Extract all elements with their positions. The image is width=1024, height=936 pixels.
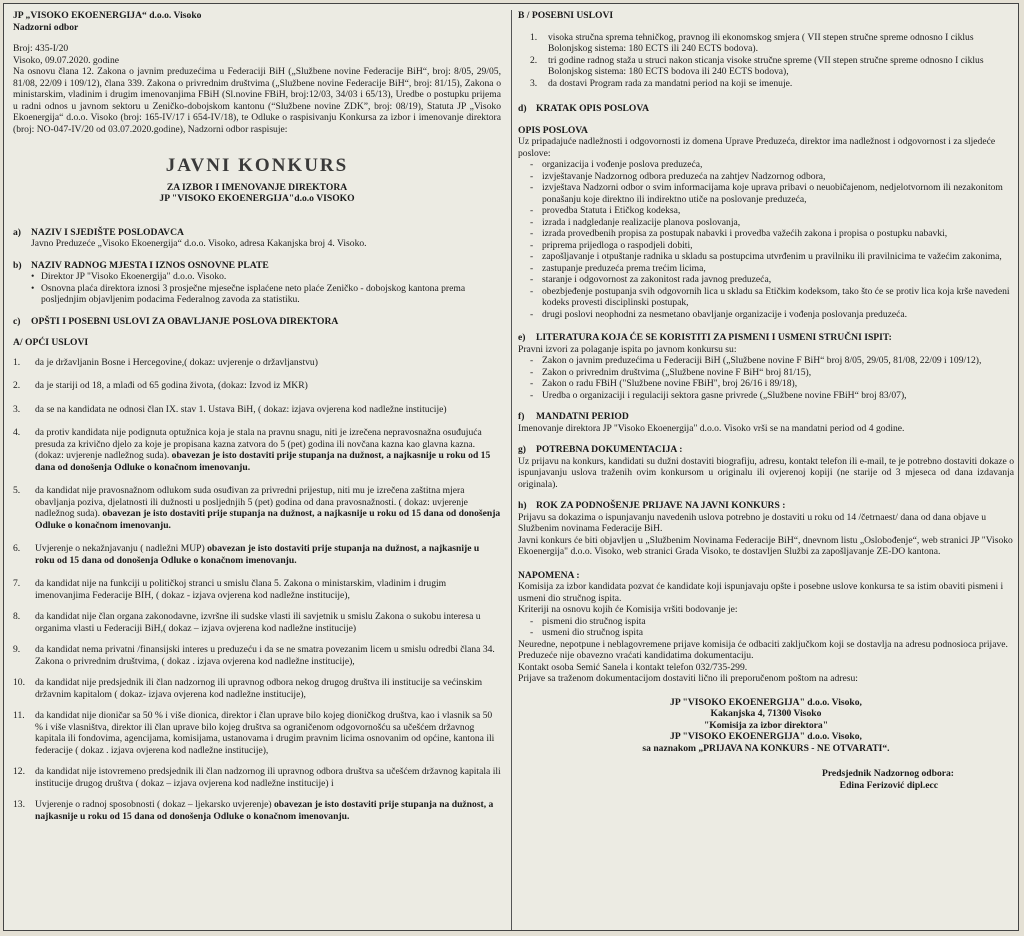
condition-number: 8. (13, 611, 21, 623)
section-f-heading: f) MANDATNI PERIOD (518, 411, 629, 422)
duties-list (518, 159, 1014, 320)
section-a-heading: a) NAZIV I SJEDIŠTE POSLODAVCA (13, 226, 184, 238)
list-item: - staranje i odgovornost za zakonitost rada javnog preduzeća, (530, 274, 1014, 286)
publisher-name: JP „VISOKO EKOENERGIJA“ d.o.o. Visoko (13, 10, 202, 21)
condition-item (13, 578, 501, 601)
condition-number: 6. (13, 543, 21, 555)
list-item: - zastupanje preduzeća prema trećim licima, (530, 263, 1014, 275)
condition-number: 9. (13, 644, 21, 656)
condition-number: 1. (13, 356, 21, 368)
mailing-address: JP "VISOKO EKOENERGIJA" d.o.o. Visoko, Kakanjska 4, 71300 Visoko "Komisija za izbor direktora" JP "VISOKO EKOENERGIJA" d.o.o. Visoko, sa naznakom „PRIJAVA NA KONKURS - NE OTVARATI“. (642, 696, 890, 754)
list-item: - izrada i nadgledanje realizacije planova poslovanja, (530, 217, 1014, 229)
list-item: - izvještava Nadzorni odbor o svim informacijama koje uprava pribavi o neuobičajenom, nedjelotvornom ili nezakonitom ponašanju koje direktno ili indirektno utiče na poslovanje preduzeća, (530, 182, 1014, 205)
criteria-list (518, 616, 1014, 639)
deadline-text: Prijavu sa dokazima o ispunjavanju navedenih uslova potrebno je dostaviti u roku od 14 /četrnaest/ dana od dana objave u Službenim novinama Federacije BiH. (518, 511, 987, 534)
list-item: - obezbjeđenje postupanja svih odgovornih lica u skladu sa Etičkim kodeksom, tako što će se protiv lica koja krše navedeni kodeks provesti disciplinski postupak, (530, 286, 1014, 309)
section-a-body: Javno Preduzeće „Visoko Ekoenergija“ d.o.o. Visoko, adresa Kakanjska broj 4. Visoko. (31, 238, 367, 250)
section-d-heading: d) KRATAK OPIS POSLOVA (518, 103, 650, 114)
condition-item (13, 357, 501, 369)
condition-item (13, 485, 501, 531)
condition-text: da se na kandidata ne odnosi član IX. stav 1. Ustava BiH, ( dokaz: izjava ovjerena kod nadležne institucije) (35, 403, 447, 415)
special-conditions-heading: B / POSEBNI USLOVI (518, 10, 614, 21)
condition-obligation: obavezan je isto dostaviti prije stupanja na dužnost, a najkasnije u roku od 15 dana od donošenja Odluke o konačnom imenovanju. (35, 508, 501, 531)
condition-item (13, 799, 501, 822)
condition-number: 3. (13, 403, 21, 415)
condition-text: da kandidat nije predsjednik ili član nadzornog ili upravnog odbora nekog drugog društva ili institucije sa većinskim državnim kapitalom ( dokaz- izjava ovjerena kod nadležne institucije), (35, 677, 483, 700)
list-item: - izrada provedbenih propisa za postupak nabavki i provedba važećih zakona i propisa o postupku nabavki, (530, 228, 1014, 240)
board-name: Nadzorni odbor (13, 21, 79, 33)
column-divider (511, 10, 512, 930)
list-item: 1. visoka stručna sprema tehničkog, pravnog ili ekonomskog smjera ( VII stepen stručne spreme odnosno I ciklus Bolonjskog sistema: 180 ECTS ili 240 ECTS bodova). (530, 31, 974, 54)
condition-number: 10. (13, 677, 25, 689)
document-subtitle-1: ZA IZBOR I IMENOVANJE DIREKTORA (166, 181, 348, 193)
condition-text: da kandidat nije dioničar sa 50 % i više dionica, direktor i član uprave bilo kojeg dioničkog društva, kao i vlasnik sa 50 % i više vlasništva, direktor ili član uprave bilo kojeg društva sa ograničenom odgovornošću sa učešćem državnog kapitala ili fondovima, agencijama, komisijama, ustanovama i drugim pravnim licima osnovanim od općine, kantona ili federacije ( dokaz . izjava ovjerena kod nadležne institucije), (35, 710, 495, 756)
signature-block (518, 768, 1014, 791)
condition-text: Uvjerenje o radnoj sposobnosti ( dokaz – ljekarsko uvjerenje) (35, 799, 272, 811)
condition-text: da je stariji od 18, a mlađi od 65 godina života, (dokaz: Izvod iz MKR) (35, 380, 308, 392)
condition-number: 4. (13, 427, 21, 439)
condition-item (13, 543, 501, 566)
condition-number: 2. (13, 380, 21, 392)
condition-number: 12. (13, 766, 25, 778)
note-heading: NAPOMENA : (518, 569, 580, 581)
note-text: Kriteriji na osnovu kojih će Komisija vršiti bodovanje je: (518, 604, 738, 615)
section-e-heading: e) LITERATURA KOJA ĆE SE KORISTITI ZA PISMENI I USMENI STRUČNI ISPIT: (518, 332, 892, 343)
document-title: JAVNI KONKURS (165, 155, 349, 176)
literature-intro: Pravni izvori za polaganje ispita po javnom konkursu su: (518, 343, 737, 355)
issue-date: Visoko, 09.07.2020. godine (13, 54, 120, 66)
condition-text: Uvjerenje o nekažnjavanju ( nadležni MUP) (35, 543, 205, 555)
condition-number: 5. (13, 485, 21, 497)
condition-item (13, 766, 501, 789)
condition-obligation: obavezan je isto dostaviti prije stupanja na dužnost, a najkasnije u roku od 15 dana od donošenja Odluke o konačnom imenovanju. (35, 543, 480, 566)
section-h-heading: h) ROK ZA PODNOŠENJE PRIJAVE NA JAVNI KONKURS : (518, 500, 786, 511)
mandate-text: Imenovanje direktora JP "Visoko Ekoenergija" d.o.o. Visoko vrši se na mandatni period od 4 godine. (518, 422, 905, 434)
condition-text: da protiv kandidata nije podignuta optužnica koja je stala na pravnu snagu, niti je izrečena nepravosnažna osuđujuća presuda za krivično djelo za koje je propisana kazna zatvora do 5 (pet) godina ili novčana kazna kao glavna kazna. (dokaz: uvjerenje nadležnog suda). (35, 427, 482, 462)
list-item: 3. da dostavi Program rada za mandatni period na koji se imenuje. (530, 77, 793, 89)
special-conditions-list (518, 32, 1014, 90)
condition-text: da kandidat nije istovremeno predsjednik ili član nadzornog ili upravnog odbora društva sa učešćem državnog kapitala ili institucije drugog društva ( dokaz – izjava ovjerena kod nadležne institucije) i (35, 766, 501, 789)
left-column (13, 10, 501, 822)
signature-name: Edina Ferizović dipl.ecc (839, 779, 938, 791)
section-b-heading: b) NAZIV RADNOG MJESTA I IZNOS OSNOVNE PLATE (13, 259, 269, 271)
list-item: - zapošljavanje i otpuštanje radnika u skladu sa postupcima utvrđenim u pravilniku ili pravilnicima te važećim zakonima, (530, 251, 1014, 263)
list-item: - usmeni dio stručnog ispita (530, 627, 1014, 639)
contact-text: Kontakt osoba Semić Sanela i kontakt telefon 032/735-299. (518, 661, 748, 673)
newspaper-ad (3, 3, 1019, 931)
condition-item (13, 380, 501, 392)
list-item: - organizacija i vođenje poslova preduzeća, (530, 159, 1014, 171)
section-c-heading: c) OPŠTI I POSEBNI USLOVI ZA OBAVLJANJE POSLOVA DIREKTORA (13, 315, 339, 327)
list-item: 2. tri godine radnog staža u struci nakon sticanja visoke stručne spreme (VII stepen stručne spreme odnosno I ciklus Bolonjskog sistema: 180 ECTS bodova ili 240 ECTS bodova), (530, 54, 984, 77)
section-g-heading: g) POTREBNA DOKUMENTACIJA : (518, 444, 683, 455)
list-item: - pismeni dio stručnog ispita (530, 616, 1014, 628)
document-subtitle-2: JP "VISOKO EKOENERGIJA"d.o.o VISOKO (159, 193, 355, 205)
condition-obligation: obavezan je isto dostaviti prije stupanja na dužnost, a najkasnije u roku od 15 dana od donošenja Odluke o konačnom imenovanju. (35, 450, 491, 473)
general-conditions-heading: A/ OPĆI USLOVI (13, 337, 89, 349)
condition-text: da kandidat nije na funkciji u političkoj stranci u smislu člana 5. Zakona o ministarskim, vladinim i drugim imenovanjima Federacije BIH, ( dokaz - izjava ovjerena kod nadležne institucije), (35, 578, 447, 601)
note-text: Prijave sa traženom dokumentacijom dostaviti lično ili preporučenom poštom na adresu: (518, 673, 858, 684)
list-item: - provedba Statuta i Etičkog kodeksa, (530, 205, 1014, 217)
condition-item (13, 404, 501, 416)
condition-item (13, 427, 501, 473)
condition-text: da je državljanin Bosne i Hercegovine,( dokaz: uvjerenje o državljanstvu) (35, 356, 318, 368)
condition-number: 13. (13, 799, 25, 811)
note-text: Komisija za izbor kandidata pozvat će kandidate koji ispunjavaju opšte i posebne uslove konkursa te sa istim obaviti pismeni i usmeni dio stručnog ispita. (518, 581, 1004, 604)
condition-obligation: obavezan je isto dostaviti prije stupanja na dužnost, a najkasnije u roku od 15 dana od donošenja Odluke o konačnom imenovanju. (35, 799, 494, 822)
general-conditions-list (13, 357, 501, 823)
list-item: - priprema prijedloga o raspodjeli dobiti, (530, 240, 1014, 252)
right-column (518, 10, 1014, 791)
list-item: - Zakon o javnim preduzećima u Federaciji BiH („Službene novine F BiH“ broj 8/05, 29/05, 81/08, 22/09 i 109/12), (530, 355, 1014, 367)
condition-item (13, 644, 501, 667)
list-item: • Osnovna plaća direktora iznosi 3 prosječne mjesečne isplaćene neto plaće Zeničko - dobojskog kantona prema posljednjim objavljenim podacima Federalnog zavoda za statistiku. (31, 283, 501, 306)
list-item: - Uredba o organizaciji i regulaciji sektora gasne privrede („Službene novine FBiH“ broj 83/07), (530, 390, 1014, 402)
list-item: - Zakon o privrednim društvima („Službene novine F BiH“ broj 81/15), (530, 367, 1014, 379)
note-text: Neuredne, nepotpune i neblagovremene prijave komisija će odbaciti zaključkom koji se dostavlja na adresu podnosioca prijave. (518, 638, 1008, 650)
condition-item (13, 677, 501, 700)
list-item: - drugi poslovi neophodni za nesmetano obavljanje organizacije i vođenja poslovanja preduzeća. (530, 309, 1014, 321)
condition-number: 11. (13, 710, 25, 722)
publication-text: Javni konkurs će biti objavljen u „Službenim Novinama Federacije BiH“, dnevnom listu „Oslobođenje“, web stranici JP "Visoko Ekoenergija" d.o.o. Visoko, web stranici Grada Visoko, te dostavljen Službi za zapošljavanje ZE-DO kantona. (518, 534, 1013, 557)
list-item: - Zakon o radu FBiH ("Službene novine FBiH", broj 26/16 i 89/18), (530, 378, 1014, 390)
note-text: Preduzeće nije obavezno vraćati kandidatima dokumentaciju. (518, 650, 754, 661)
condition-item (13, 710, 501, 756)
job-description-intro: Uz pripadajuće nadležnosti i odgovornosti iz domena Uprave Preduzeća, direktor ima nadležnost i odgovornost i za sljedeće poslove: (518, 136, 996, 159)
preamble: Na osnovu člana 12. Zakona o javnim preduzećima u Federaciji BiH („Službene novine Federacije BiH“, broj: 8/05, 29/05, 81/08, 22/09 i 109/12), člana 339. Zakona o privrednim društvima („Službene novine Federacije BiH“, broj: 81/15), Zakona o ministarskim, vladinim i drugim imenovanjima FBiH (Sl.novine FBiH, broj:12/03, 34/03 i 65/13), Uredbe o postupku prijema u radni odnos u javnom sektoru u Zeničko-dobojskom kantonu (“Službene novine ZDK”, broj: 08/19), Statuta JP „Visoko Ekoenergija“ d.o.o. Visoko (broj: 165-IV/17 i 654-IV/18), te Odluke o raspisivanju Konkursa za izbor i imenovanje direktora (broj: NO-047-IV/20 od 03.07.2020.godine), Nadzorni odbor raspisuje: (13, 66, 501, 135)
literature-list (518, 355, 1014, 401)
section-b-list (13, 271, 501, 306)
condition-text: da kandidat nema privatni /finansijski interes u preduzeću i da se ne smatra povezanim licem u smislu odredbi člana 34. Zakona o privrednim društvima, ( dokaz . izjava ovjerena kod nadležne institucije), (35, 644, 495, 667)
documentation-text: Uz prijavu na konkurs, kandidati su dužni dostaviti biografiju, adresu, kontakt telefon ili e-mail, te je potrebno dostaviti dokaze o ispunjavanju uslova traženih ovim konkursom u originalu ili ovjerenoj kopiji (ne starije od 3 mjeseca od dana izdavanja originala). (518, 455, 1014, 490)
condition-item (13, 611, 501, 634)
list-item: • Direktor JP "Visoko Ekoenergija" d.o.o. Visoko. (31, 271, 501, 283)
list-item: - izvještavanje Nadzornog odbora preduzeća na zahtjev Nadzornog odbora, (530, 171, 1014, 183)
reference-number: Broj: 435-I/20 (13, 43, 69, 54)
job-description-heading: OPIS POSLOVA (518, 124, 588, 136)
signature-role: Predsjednik Nadzornog odbora: (821, 768, 954, 779)
condition-text: da kandidat nije pravosnažnom odlukom suda osuđivan za privredni prijestup, niti mu je izrečena zaštitna mjera obavljanja poziva, djelatnosti ili dužnosti u posljednjih 5 (pet) godina od dana pravosnažnosti. ( dokaz: uvjerenje nadležnog suda). (35, 485, 468, 520)
condition-text: da kandidat nije član organa zakonodavne, izvršne ili sudske vlasti ili savjetnik u smislu Zakona o sukobu interesa u organima vlasti u Federaciji BiH,( dokaz – izjava ovjerena kod nadležne institucije) (35, 611, 481, 634)
condition-number: 7. (13, 578, 21, 590)
